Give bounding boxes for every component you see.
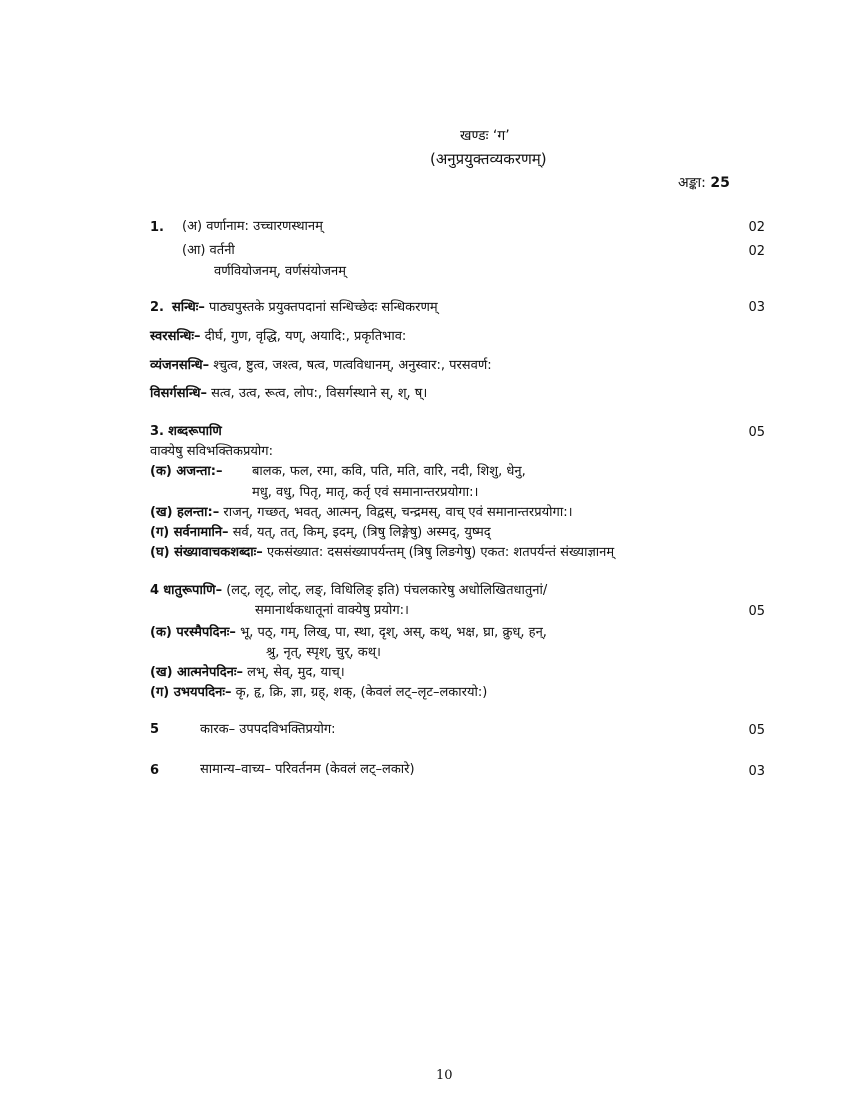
- q3-ga-label: (ग) सर्वनामानि–: [150, 525, 229, 540]
- q3-gha-label: (घ) संख्यावाचकशब्दाः–: [150, 545, 263, 560]
- q6-text: सामान्य–वाच्य– परिवर्तनम (केवलं लट्–लकारे): [200, 762, 415, 777]
- q3-kha-label: (ख) हलन्ता:–: [150, 505, 220, 520]
- q4-ga-label: (ग) उभयपदिनः–: [150, 685, 232, 700]
- q5-number: 5: [150, 722, 160, 737]
- q4-kha-label: (ख) आत्मनेपदिनः–: [150, 665, 243, 680]
- swar-sandhi-line: [150, 328, 406, 346]
- q3-ka-text: बालक, फल, रमा, कवि, पति, मति, वारि, नदी, शिशु, धेनु,: [252, 464, 526, 479]
- q1-a-marks: 02: [748, 220, 765, 235]
- q1-number: 1.: [150, 220, 164, 235]
- q4-text2: समानार्थकधातूनां वाक्येषु प्रयोग:।: [255, 603, 409, 618]
- q1-a-text: (अ) वर्णानाम: उच्चारणस्थानम्: [182, 219, 323, 234]
- q4-ka-text2: श्रु, नृत्, स्पृश्, चुर्, कथ्।: [266, 645, 381, 660]
- section-title: खण्डः ‘ग’: [460, 128, 510, 144]
- q4-ga-line: [150, 684, 487, 702]
- q3-ga-text: सर्व, यत्, तत्, किम्, इदम्, (त्रिषु लिङ्गेषु) अस्मद्, युष्मद्: [232, 525, 491, 540]
- q2-text: पाठ्यपुस्तके प्रयुक्तपदानां सन्धिच्छेदः सन्धिकरणम्: [209, 300, 438, 315]
- q1-b-text: (आ) वर्तनी: [182, 243, 235, 258]
- total-marks-label: अङ्का:: [678, 175, 706, 191]
- q6-number: 6: [150, 763, 160, 778]
- q5-text: कारक– उपपदविभक्तिप्रयोग:: [200, 722, 336, 737]
- section-subtitle: (अनुप्रयुक्तव्यकरणम्): [430, 150, 547, 168]
- q3-ga-line: [150, 524, 491, 542]
- vyanjan-sandhi-line: [150, 357, 492, 375]
- q4-ka-text: भू, पठ्, गम्, लिख्, पा, स्था, दृश्, अस्, कथ्, भक्ष, घ्रा, क्रुध्, हन्,: [240, 625, 547, 640]
- q3-kha-line: [150, 504, 573, 522]
- q3-number: 3.: [150, 424, 164, 439]
- q3-gha-text: एकसंख्यात: दससंख्यापर्यन्तम् (त्रिषु लिङगेषु) एकत: शतपर्यन्तं संख्याज्ञानम्: [266, 545, 615, 560]
- q2-number: 2.: [150, 300, 164, 315]
- swar-sandhi-text: दीर्घ, गुण, वृद्धि, यण्, अयादि:, प्रकृतिभाव:: [204, 329, 407, 344]
- visarg-sandhi-text: सत्व, उत्व, रूत्व, लोप:, विसर्गस्थाने स्, श्, ष्।: [211, 386, 428, 401]
- q6-marks: 03: [748, 764, 765, 779]
- q3-label: शब्दरूपाणि: [168, 424, 222, 439]
- q3-gha-line: [150, 544, 614, 562]
- q4-kha-text: लभ्, सेव्, मुद, याच्।: [247, 665, 345, 680]
- q4-line: [150, 582, 547, 600]
- q4-kha-line: [150, 664, 345, 682]
- visarg-sandhi-line: [150, 385, 427, 403]
- q4-marks: 05: [748, 604, 765, 619]
- page-number: 10: [436, 1068, 453, 1083]
- q2-line: [172, 299, 438, 317]
- total-marks-value: 25: [710, 175, 730, 191]
- q3-ka-label: (क) अजन्ता:–: [150, 464, 223, 479]
- q1-b-marks: 02: [748, 244, 765, 259]
- q2-marks: 03: [748, 300, 765, 315]
- q4-ka-label: (क) परस्मैपदिनः–: [150, 625, 236, 640]
- q3-heading: [150, 423, 222, 441]
- q4-ga-text: कृ, हृ, क्रि, ज्ञा, ग्रह्, शक्, (केवलं लट्–लृट–लकारयो:): [235, 685, 488, 700]
- q3-intro: वाक्येषु सविभक्तिकप्रयोग:: [150, 444, 273, 459]
- q3-ka-text2: मधु, वधु, पितृ, मातृ, कर्तृ एवं समानान्तरप्रयोगा:।: [252, 485, 479, 500]
- q5-marks: 05: [748, 723, 765, 738]
- vyanjan-sandhi-label: व्यंजनसन्धि–: [150, 358, 210, 373]
- visarg-sandhi-label: विसर्गसन्धि–: [150, 386, 207, 401]
- q2-label: सन्धिः–: [172, 300, 205, 315]
- q4-number: 4: [150, 583, 160, 598]
- q3-marks: 05: [748, 425, 765, 440]
- vyanjan-sandhi-text: श्चुत्व, ष्टुत्व, जश्त्व, षत्व, णत्वविधानम्, अनुस्वार:, परसवर्ण:: [213, 358, 492, 373]
- q1-b-sub: वर्णवियोजनम्, वर्णसंयोजनम्: [214, 264, 346, 279]
- q4-text: (लट्, लृट्, लोट्, लङ्, विधिलिङ् इति) पंचलकारेषु अधोलिखितधातुनां/: [226, 583, 548, 598]
- q4-label: धातुरूपाणि–: [163, 583, 223, 598]
- total-marks: [678, 174, 730, 192]
- q4-ka-line: [150, 624, 547, 642]
- q3-kha-text: राजन्, गच्छत्, भवत्, आत्मन्, विद्वस्, चन्द्रमस्, वाच् एवं समानान्तरप्रयोगा:।: [223, 505, 573, 520]
- swar-sandhi-label: स्वरसन्धिः–: [150, 329, 201, 344]
